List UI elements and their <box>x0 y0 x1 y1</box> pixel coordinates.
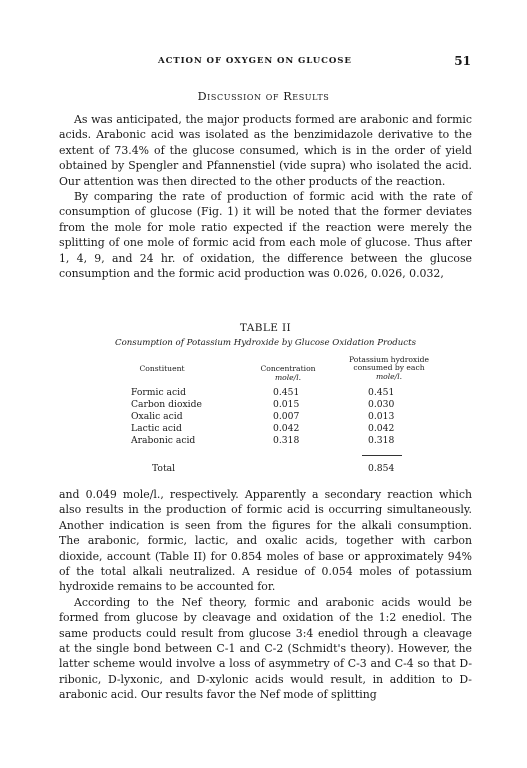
row-concentration: 0.451 <box>273 387 300 398</box>
table-caption: Consumption of Potassium Hydroxide by Glucose Oxidation Products <box>115 338 416 348</box>
paragraph: and 0.049 mole/l., respectively. Apparently a secondary reaction which also results in the production of formic acid is occurring simultaneously. Another indication is seen from the figures for the alkali consumption. The arabonic, formic, lactic, and oxalic acids, together with carbon dioxide, account (Table II) for 0.854 moles of base or approximately 94% of the total alkali neutralized. A residue of 0.054 moles of potassium hydroxide remains to be accounted for. <box>59 488 472 594</box>
header-concentration-unit: mole/l. <box>274 373 302 382</box>
paragraph: According to the Nef theory, formic and arabonic acids would be formed from glucose by cleavage and oxidation of the 1:2 enediol. The same products could result from glucose 3:4 enediol through a cleavage at the single bond between C-1 and C-2 (Schmidt's theory). However, the latter scheme would involve a loss of asymmetry of C-3 and C-4 so that D-ribonic, D-lyxonic, and D-xylonic acids would result, in addition to D-arabonic acid. Our results favor the Nef mode of splitting <box>59 595 472 702</box>
row-koh: 0.451 <box>368 387 395 398</box>
row-concentration: 0.042 <box>273 423 300 434</box>
row-constituent: Carbon dioxide <box>131 399 202 410</box>
row-constituent: Oxalic acid <box>131 411 183 422</box>
table-title: TABLE II <box>239 322 292 334</box>
paragraph: As was anticipated, the major products formed are arabonic and formic acids. Arabonic acid was isolated as the benzimidazole derivative to the extent of 73.4% of the glucose consumed, which is in the order of yield obtained by Spengler and Pfannenstiel (vide supra) who isolated the acid. Our attention was then directed to the other products of the reaction. <box>59 113 472 188</box>
header-constituent: Constituent <box>139 364 185 373</box>
row-koh: 0.030 <box>368 399 395 410</box>
header-koh-line2: consumed by each <box>353 363 425 372</box>
body-text-top <box>59 112 472 281</box>
row-koh: 0.318 <box>368 435 395 446</box>
table-ii <box>59 322 472 484</box>
running-title: ACTION OF OXYGEN ON GLUCOSE <box>158 56 352 66</box>
header-koh-line1: Potassium hydroxide <box>349 355 429 364</box>
body-text-bottom <box>59 487 472 703</box>
section-heading: Discussion of Results <box>197 90 330 103</box>
row-concentration: 0.007 <box>273 411 300 422</box>
paragraph: By comparing the rate of production of formic acid with the rate of consumption of glucose (Fig. 1) it will be noted that the former deviates from the mole for mole ratio expected if the reaction were merely the splitting of one mole of formic acid from each mole of glucose. Thus after 1, 4, 9, and 24 hr. of oxidation, the difference between the glucose consumption and the formic acid production was 0.026, 0.026, 0.032, <box>59 190 472 281</box>
total-value: 0.854 <box>368 463 395 474</box>
total-label: Total <box>152 463 176 474</box>
header-koh-unit: mole/l. <box>375 372 403 381</box>
header-concentration: Concentration <box>260 364 316 373</box>
row-constituent: Lactic acid <box>131 423 182 434</box>
row-constituent: Arabonic acid <box>131 435 196 446</box>
page-number: 51 <box>454 54 471 68</box>
total-rule <box>362 455 402 456</box>
running-header <box>0 56 527 70</box>
row-concentration: 0.318 <box>273 435 300 446</box>
row-koh: 0.042 <box>368 423 395 434</box>
row-constituent: Formic acid <box>131 387 186 398</box>
row-concentration: 0.015 <box>273 399 300 410</box>
row-koh: 0.013 <box>368 411 395 422</box>
table-grid <box>59 354 472 484</box>
